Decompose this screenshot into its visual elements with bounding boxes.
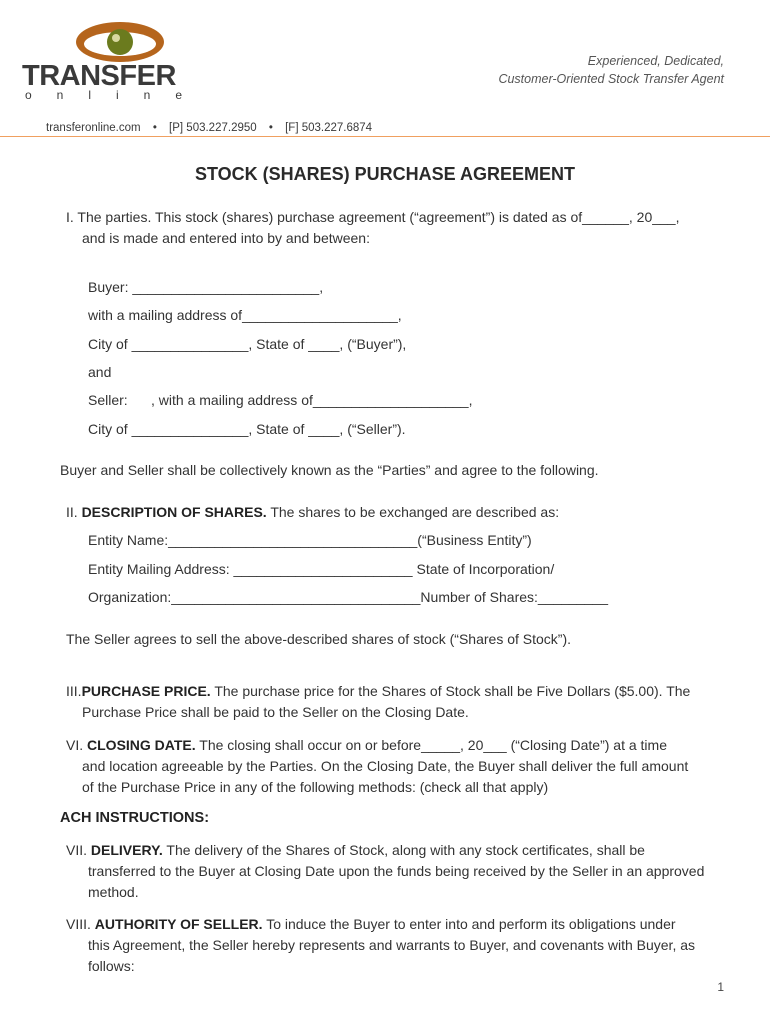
authority-line-2: this Agreement, the Seller hereby represents and warrants to Buyer, and covenants with Buyer, as [88,937,696,953]
section-number: VI. [66,737,84,753]
purchase-price-heading [66,681,690,702]
closing-date-heading [66,735,667,756]
phone-number: [P] 503.227.2950 [169,122,257,134]
section-number: III. [66,683,82,699]
entity-name-field: Entity Name:________________________________(“Business Entity”) [88,532,532,548]
section-title: DELIVERY. [90,842,163,858]
contact-bar [46,122,381,134]
section-text: The shares to be exchanged are described as: [270,504,560,520]
parties-line-1: I. The parties. This stock (shares) purchase agreement (“agreement”) is dated as of______, 20___, [66,209,680,225]
logo-wordmark: TRANSFER [22,60,176,92]
section-text: The closing shall occur on or before_____, 20___ (“Closing Date”) at a time [199,737,667,753]
section-number: II. [66,504,78,520]
header-divider [0,136,770,137]
authority-line-3: follows: [88,958,135,974]
fax-number: [F] 503.227.6874 [285,122,373,134]
authority-heading [66,914,676,935]
page-number: 1 [717,980,724,994]
entity-mailing-field: Entity Mailing Address: _______________________ State of Incorporation/ [88,561,555,577]
ach-instructions-heading: ACH INSTRUCTIONS: [60,810,210,826]
parties-line-2: and is made and entered into by and between: [82,230,370,246]
parties-collective: Buyer and Seller shall be collectively known as the “Parties” and agree to the following. [60,462,599,478]
seller-agrees-text: The Seller agrees to sell the above-described shares of stock (“Shares of Stock”). [66,631,572,647]
document-title: STOCK (SHARES) PURCHASE AGREEMENT [194,164,576,184]
delivery-heading [66,840,645,861]
section-number: VII. [66,842,88,858]
separator: • [152,122,157,134]
section-title: CLOSING DATE. [87,737,196,753]
tagline-line-1: Experienced, Dedicated, [587,54,724,68]
tagline-line-2: Customer-Oriented Stock Transfer Agent [498,72,724,86]
seller-city-field: City of _______________, State of ____, (“Seller”). [88,421,406,437]
section-text: The purchase price for the Shares of Stock shall be Five Dollars ($5.00). The [214,683,691,699]
purchase-price-line-2: Purchase Price shall be paid to the Seller on the Closing Date. [82,704,469,720]
website-link[interactable]: transferonline.com [46,122,141,134]
section-title: PURCHASE PRICE. [81,683,211,699]
organization-field: Organization:________________________________Number of Shares:_________ [88,589,608,605]
delivery-line-3: method. [88,884,139,900]
buyer-field: Buyer: ________________________, [88,279,324,295]
section-text: The delivery of the Shares of Stock, along with any stock certificates, shall be [166,842,645,858]
buyer-address-field: with a mailing address of____________________, [88,307,402,323]
section-number: VIII. [66,916,91,932]
description-heading [66,502,559,523]
closing-date-line-3: of the Purchase Price in any of the following methods: (check all that apply) [82,779,549,795]
seller-field: Seller: , with a mailing address of____________________, [88,392,473,408]
logo-subtext: online [25,88,208,102]
closing-date-line-2: and location agreeable by the Parties. On the Closing Date, the Buyer shall deliver the full amount [82,758,689,774]
section-text: To induce the Buyer to enter into and perform its obligations under [266,916,676,932]
section-title: AUTHORITY OF SELLER. [94,916,263,932]
delivery-line-2: transferred to the Buyer at Closing Date upon the funds being received by the Seller in an approved [88,863,705,879]
separator: • [268,122,273,134]
section-title: DESCRIPTION OF SHARES. [81,504,267,520]
logo [22,20,208,105]
and-text: and [88,364,112,380]
buyer-city-field: City of _______________, State of ____, (“Buyer”), [88,336,407,352]
